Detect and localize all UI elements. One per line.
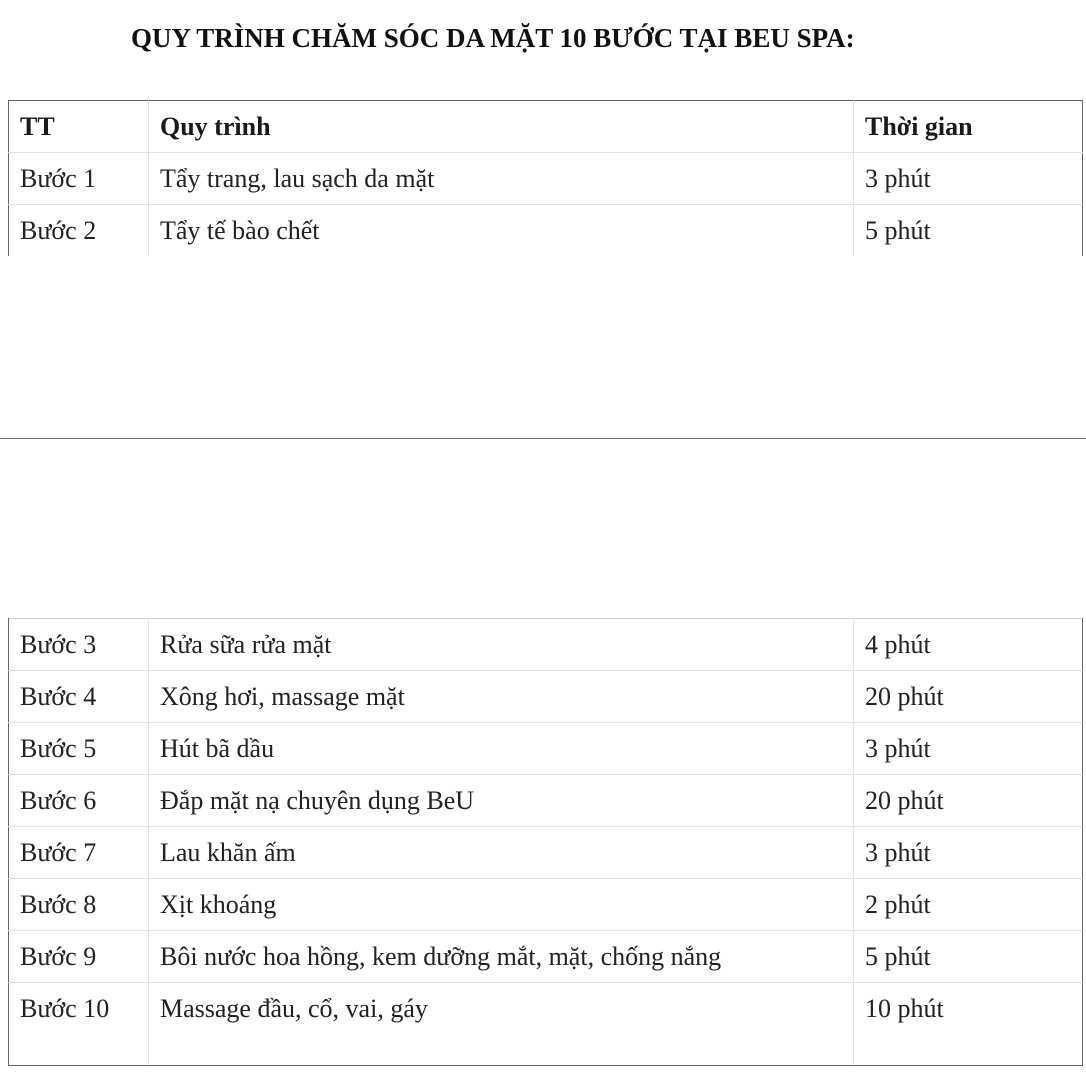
time-cell: 20 phút <box>854 775 1083 827</box>
time-cell: 3 phút <box>854 153 1083 205</box>
steps-table-top <box>8 100 1083 256</box>
process-cell: Hút bã dầu <box>149 723 854 775</box>
process-cell: Xịt khoáng <box>149 879 854 931</box>
step-cell: Bước 5 <box>9 723 149 775</box>
table-row <box>9 205 1083 257</box>
time-cell: 4 phút <box>854 619 1083 671</box>
table-row <box>9 983 1083 1066</box>
process-cell: Đắp mặt nạ chuyên dụng BeU <box>149 775 854 827</box>
table-row <box>9 775 1083 827</box>
header-time: Thời gian <box>854 101 1083 153</box>
step-cell: Bước 9 <box>9 931 149 983</box>
table-row <box>9 153 1083 205</box>
step-cell: Bước 2 <box>9 205 149 257</box>
table-row <box>9 879 1083 931</box>
process-cell: Bôi nước hoa hồng, kem dưỡng mắt, mặt, chống nắng <box>149 931 854 983</box>
page-divider <box>0 438 1086 439</box>
step-cell: Bước 1 <box>9 153 149 205</box>
time-cell: 10 phút <box>854 983 1083 1066</box>
table-header-row <box>9 101 1083 153</box>
table-row <box>9 723 1083 775</box>
step-cell: Bước 7 <box>9 827 149 879</box>
time-cell: 3 phút <box>854 723 1083 775</box>
process-cell: Tẩy tế bào chết <box>149 205 854 257</box>
step-cell: Bước 8 <box>9 879 149 931</box>
step-cell: Bước 10 <box>9 983 149 1066</box>
process-cell: Tẩy trang, lau sạch da mặt <box>149 153 854 205</box>
table-row <box>9 671 1083 723</box>
time-cell: 20 phút <box>854 671 1083 723</box>
time-cell: 5 phút <box>854 205 1083 257</box>
process-cell: Rửa sữa rửa mặt <box>149 619 854 671</box>
process-cell: Massage đầu, cổ, vai, gáy <box>149 983 854 1066</box>
page-title: QUY TRÌNH CHĂM SÓC DA MẶT 10 BƯỚC TẠI BEU SPA: <box>131 23 855 53</box>
steps-table-bottom <box>8 618 1083 1066</box>
table-row <box>9 931 1083 983</box>
step-cell: Bước 6 <box>9 775 149 827</box>
header-process: Quy trình <box>149 101 854 153</box>
table-row <box>9 827 1083 879</box>
process-cell: Xông hơi, massage mặt <box>149 671 854 723</box>
process-cell: Lau khăn ấm <box>149 827 854 879</box>
time-cell: 5 phút <box>854 931 1083 983</box>
time-cell: 3 phút <box>854 827 1083 879</box>
time-cell: 2 phút <box>854 879 1083 931</box>
table-row <box>9 619 1083 671</box>
step-cell: Bước 3 <box>9 619 149 671</box>
header-step: TT <box>9 101 149 153</box>
step-cell: Bước 4 <box>9 671 149 723</box>
